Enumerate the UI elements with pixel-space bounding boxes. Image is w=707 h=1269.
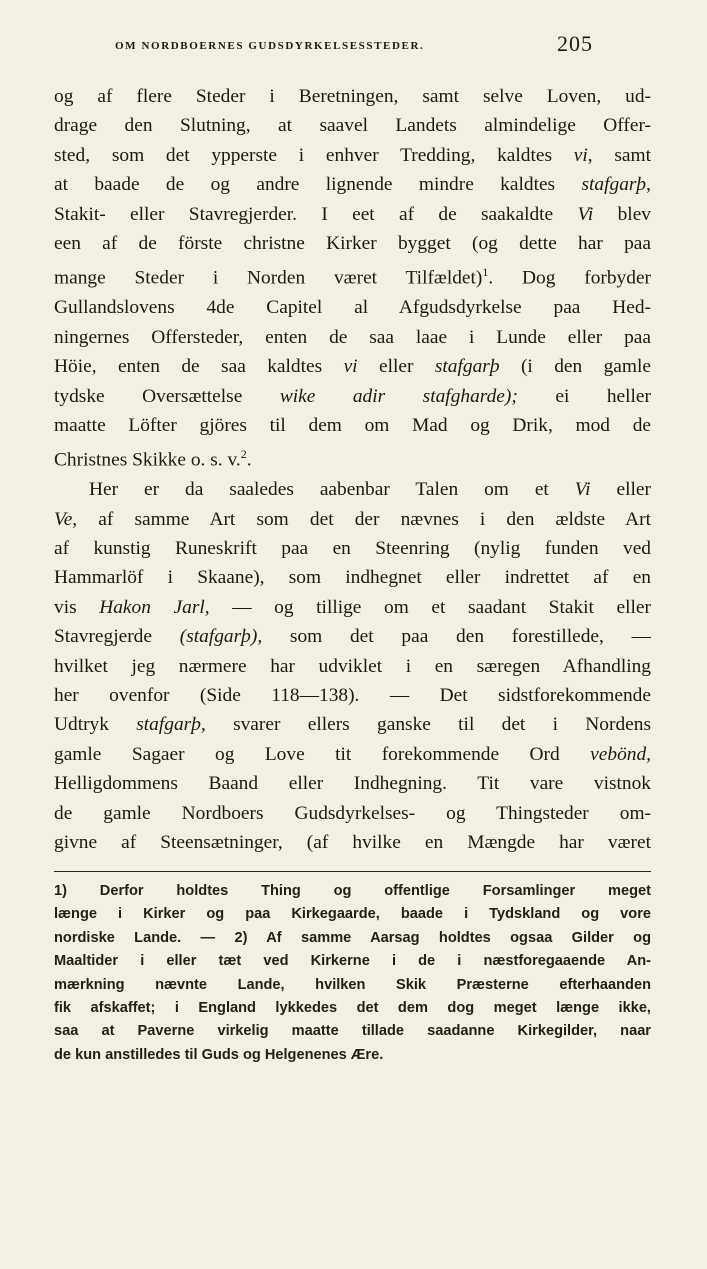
footnote-line: længe i Kirker og paa Kirkegaarde, baade i Tydskland og vore — [54, 906, 651, 923]
paragraph-1 — [54, 82, 651, 475]
footnote-line: nordiske Lande. — 2) Af samme Aarsag holdtes ogsaa Gilder og — [54, 929, 651, 946]
footnote-ref: 2 — [240, 447, 247, 462]
paragraph-2-cont — [54, 505, 651, 858]
text-line: Udtryk stafgarþ, svarer ellers ganske til det i Nordens — [54, 714, 651, 736]
text-line: her ovenfor (Side 118—138). — Det sidstforekommende — [54, 685, 651, 707]
text-line: maatte Löfter gjöres til dem om Mad og Drik, mod de — [54, 414, 651, 436]
page-number: 205 — [557, 31, 593, 56]
text-line: Stavregjerde (stafgarþ), som det paa den forestillede, — — [54, 626, 651, 648]
text-line: gamle Sagaer og Love tit forekommende Ord vebönd, — [54, 743, 651, 765]
text-line: tydske Oversættelse wike adir stafgharde); ei heller — [54, 385, 651, 407]
footnote-line: Maaltider i eller tæt ved Kirkerne i de i næstforegaaende An- — [54, 953, 651, 970]
text-line: de gamle Nordboers Gudsdyrkelses- og Thingsteder om- — [54, 802, 651, 824]
text-line: drage den Slutning, at saavel Landets almindelige Offer- — [54, 115, 651, 137]
paragraph-2 — [54, 475, 651, 504]
text-line: sted, som det ypperste i enhver Tredding, kaldtes vi, samt — [54, 144, 651, 166]
text-line: Höie, enten de saa kaldtes vi eller stafgarþ (i den gamle — [54, 356, 651, 378]
text-line: Helligdommens Baand eller Indhegning. Tit vare vistnok — [54, 773, 651, 795]
text-line: Stakit- eller Stavregjerder. I eet af de saakaldte Vi blev — [54, 203, 651, 225]
italic-term: Vi — [577, 203, 594, 225]
italic-term: stafgarþ — [581, 174, 647, 196]
text-line: Ve, af samme Art som det der nævnes i den ældste Art — [54, 508, 651, 530]
text-line: Gullandslovens 4de Capitel al Afgudsdyrkelse paa Hed- — [54, 297, 651, 319]
text-line: ningernes Offersteder, enten de saa laae i Lunde eller paa — [54, 326, 651, 348]
footnote-line: fik afskaffet; i England lykkedes det dem dog meget længe ikke, — [54, 1000, 651, 1017]
text-line: givne af Steensætninger, (af hvilke en Mængde har været — [54, 832, 651, 854]
italic-term: vi — [573, 144, 588, 166]
text-line: af kunstig Runeskrift paa en Steenring (nylig funden ved — [54, 538, 651, 560]
italic-term: stafgarþ, — [136, 714, 206, 736]
text-line: og af flere Steder i Beretningen, samt selve Loven, ud- — [54, 86, 651, 107]
footnotes — [54, 880, 651, 1067]
italic-term: vi — [343, 356, 358, 378]
main-text — [54, 82, 651, 858]
text-line: Christnes Skikke o. s. v.$^2$. — [54, 447, 252, 471]
text-line: mange Steder i Norden været Tilfældet)$^1$. Dog forbyder — [54, 265, 651, 289]
text-line: een af de förste christne Kirker bygget (og dette har paa — [54, 233, 651, 255]
italic-term: (stafgarþ), — [179, 626, 263, 648]
footnote-line: de kun anstilledes til Guds og Helgenenes Ære. — [54, 1046, 384, 1063]
footnote-line: saa at Paverne virkelig maatte tillade saadanne Kirkegilder, naar — [54, 1023, 651, 1040]
footnote-divider — [54, 871, 651, 872]
text-line: Hammarlöf i Skaane), som indhegnet eller indrettet af en — [54, 567, 651, 589]
text-line: at baade de og andre lignende mindre kaldtes stafgarþ, — [54, 174, 651, 196]
italic-term: stafgarþ — [434, 356, 500, 378]
italic-term: Vi — [574, 479, 591, 501]
text-line: hvilket jeg nærmere har udviklet i en særegen Afhandling — [54, 655, 651, 677]
text-line: Her er da saaledes aabenbar Talen om et Vi eller — [89, 479, 651, 501]
text-line: vis Hakon Jarl, — og tillige om et saadant Stakit eller — [54, 596, 651, 618]
footnote-line: 1) Derfor holdtes Thing og offentlige Forsamlinger meget — [54, 883, 651, 899]
running-head: OM NORDBOERNES GUDSDYRKELSESSTEDER. — [115, 40, 425, 52]
footnote-line: mærkning nævnte Lande, hvilken Skik Præsterne efterhaanden — [54, 976, 651, 993]
italic-term: wike adir stafgharde); — [279, 385, 518, 407]
italic-term: Ve, — [54, 508, 78, 530]
italic-term: Hakon Jarl, — [99, 596, 210, 618]
italic-term: vebönd, — [590, 743, 651, 765]
footnote-ref: 1 — [482, 265, 489, 280]
